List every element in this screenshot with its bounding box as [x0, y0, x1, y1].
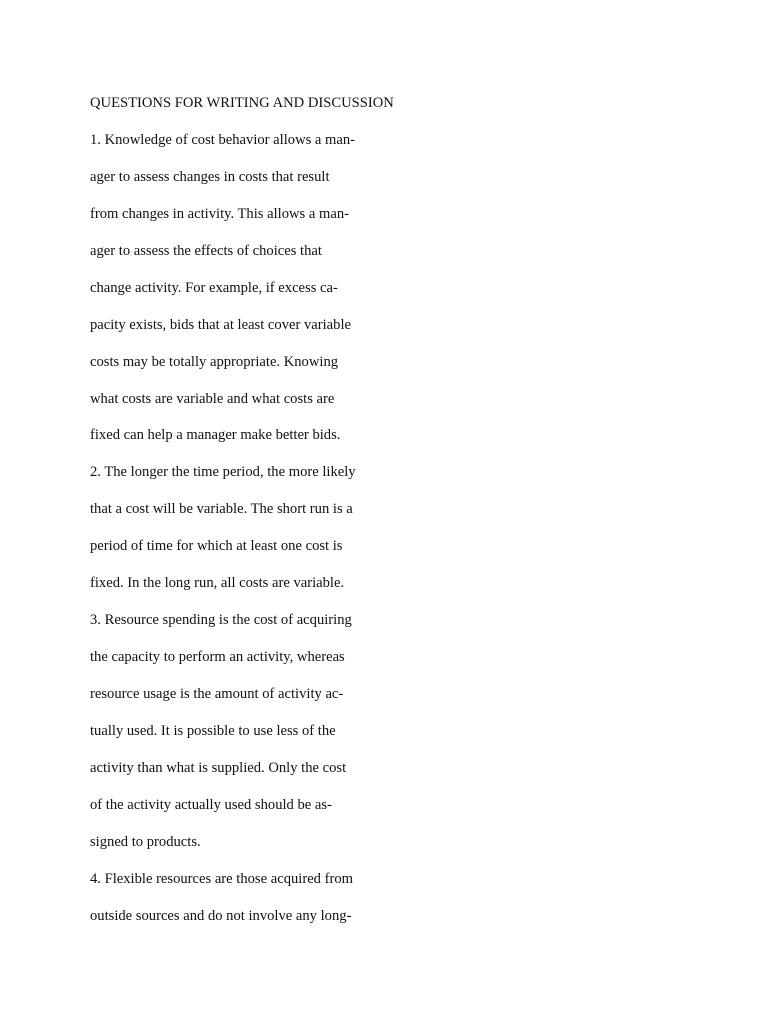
text-line: tually used. It is possible to use less of the [90, 722, 336, 739]
text-line: fixed can help a manager make better bids. [90, 427, 341, 444]
text-line: outside sources and do not involve any long- [90, 907, 352, 924]
document-heading: QUESTIONS FOR WRITING AND DISCUSSION [90, 95, 394, 111]
text-line: ager to assess the effects of choices that [90, 242, 322, 259]
text-line: from changes in activity. This allows a man- [90, 205, 349, 222]
text-line: 4. Flexible resources are those acquired from [90, 870, 353, 887]
text-line: that a cost will be variable. The short run is a [90, 501, 353, 518]
text-line: ager to assess changes in costs that result [90, 168, 330, 185]
text-line: costs may be totally appropriate. Knowing [90, 353, 339, 370]
text-line: the capacity to perform an activity, whereas [90, 649, 345, 666]
text-line: what costs are variable and what costs are [90, 390, 335, 407]
text-line: period of time for which at least one cost is [90, 538, 343, 555]
text-line: activity than what is supplied. Only the cost [90, 759, 347, 776]
text-line: pacity exists, bids that at least cover variable [90, 316, 351, 333]
text-line: of the activity actually used should be as- [90, 796, 332, 813]
text-line: signed to products. [90, 833, 201, 850]
text-line: fixed. In the long run, all costs are variable. [90, 575, 345, 592]
text-line: change activity. For example, if excess ca- [90, 279, 338, 296]
text-line: 1. Knowledge of cost behavior allows a man- [90, 131, 356, 148]
text-line: resource usage is the amount of activity ac- [90, 686, 344, 702]
text-line: 2. The longer the time period, the more likely [90, 464, 356, 481]
document-body [90, 92, 690, 942]
text-line: 3. Resource spending is the cost of acquiring [90, 612, 352, 629]
